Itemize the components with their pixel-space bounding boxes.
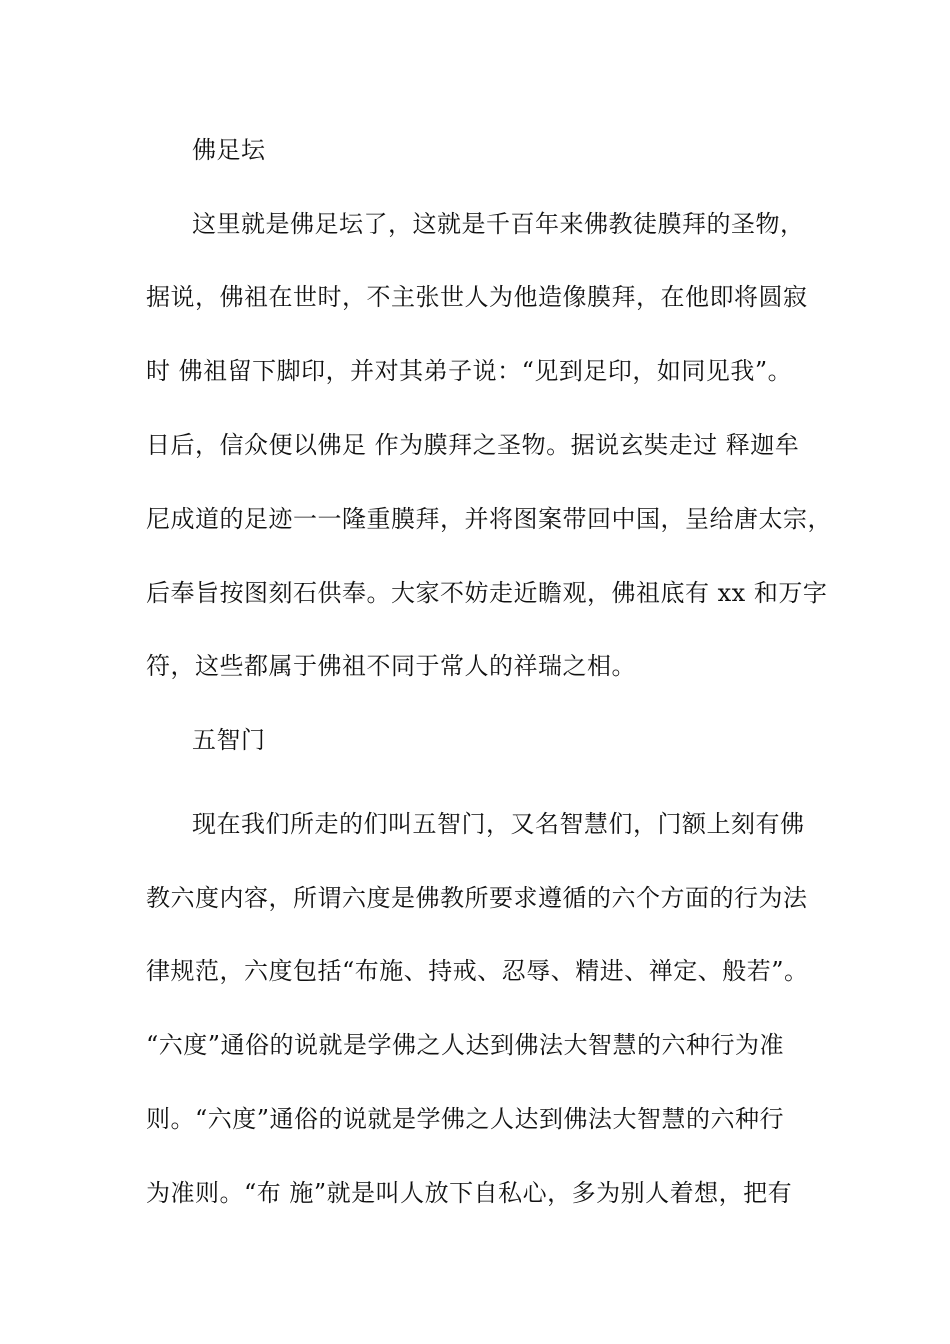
paragraph-line: 这里就是佛足坛了，这就是千百年来佛教徒膜拜的圣物， [192,210,805,238]
paragraph-line: 教六度内容，所谓六度是佛教所要求遵循的六个方面的行为法 [146,884,808,912]
paragraph-line: 则。“六度”通俗的说就是学佛之人达到佛法大智慧的六种行 [146,1105,785,1133]
paragraph-line: 后奉旨按图刻石供奉。大家不妨走近瞻观，佛祖底有 xx 和万字 [146,579,828,607]
paragraph-line: 律规范，六度包括“布施、持戒、忍辱、精进、禅定、般若”。 [146,957,809,985]
paragraph-line: 时 佛祖留下脚印，并对其弟子说：“见到足印，如同见我”。 [146,357,793,385]
paragraph-line: 现在我们所走的们叫五智门，又名智慧们，门额上刻有佛 [192,810,805,838]
paragraph-line: 为准则。“布 施”就是叫人放下自私心，多为别人着想，把有 [146,1179,793,1207]
paragraph-line: 尼成道的足迹一一隆重膜拜，并将图案带回中国，呈给唐太宗， [146,505,832,533]
paragraph-line: 日后，信众便以佛足 作为膜拜之圣物。据说玄奘走过 释迦牟 [146,431,800,459]
paragraph-line: 符，这些都属于佛祖不同于常人的祥瑞之相。 [146,652,636,680]
section-heading-wuzhimen: 五智门 [192,726,266,754]
paragraph-line: “六度”通俗的说就是学佛之人达到佛法大智慧的六种行为准 [146,1031,785,1059]
section-heading-fozutan: 佛足坛 [192,136,266,164]
paragraph-line: 据说，佛祖在世时，不主张世人为他造像膜拜，在他即将圆寂 [146,283,808,311]
